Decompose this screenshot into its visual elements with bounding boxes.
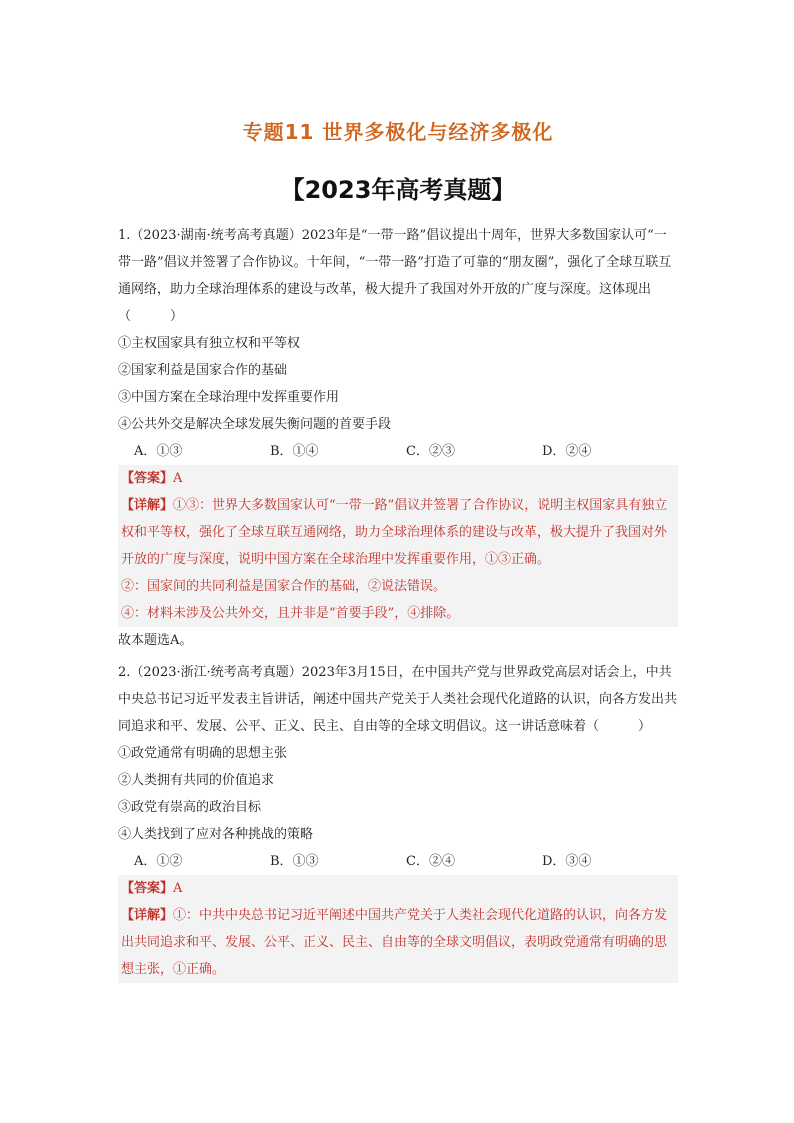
choice-row: [118, 438, 678, 465]
detail-line: [121, 492, 675, 573]
detail-text: ①③：世界大多数国家认可“一带一路”倡议并签署了合作协议，说明主权国家具有独立权和平等权，强化了全球互联互通网络，助力全球治理体系的建设与改革，极大提升了我国对外开放的广度与深度，说明中国方案在全球治理中发挥重要作用，①③正确。: [121, 498, 668, 567]
detail-text: ①：中共中央总书记习近平阐述中国共产党关于人类社会现代化道路的认识，向各方发出共同追求和平、发展、公平、正义、民主、自由等的全球文明倡议，表明政党通常有明确的思想主张，①正确。: [121, 908, 668, 977]
choice-d: D．③④: [542, 854, 592, 869]
option-item: ①主权国家具有独立权和平等权: [118, 336, 301, 351]
option-item: ②人类拥有共同的价值追求: [118, 773, 275, 788]
answer-label: 【答案】: [121, 881, 174, 896]
detail-line: [121, 902, 675, 983]
question-stem: 2.（2023·浙江·统考高考真题）2023年3月15日，在中国共产党与世界政党高层对话会上，中共中央总书记习近平发表主旨讲话，阐述中国共产党关于人类社会现代化道路的认识，向各方发出共同追求和平、发展、公平、正义、民主、自由等的全球文明倡议。这一讲话意味着（ ）: [118, 665, 678, 734]
choice-a: A．①②: [134, 854, 183, 869]
option-item: ①政党通常有明确的思想主张: [118, 746, 288, 761]
detail-label: 【详解】: [121, 498, 174, 513]
answer-line: [121, 465, 675, 492]
answer-box: [118, 465, 678, 627]
detail-text: ②：国家间的共同利益是国家合作的基础，②说法错误。: [121, 579, 447, 594]
detail-text: ④：材料未涉及公共外交，且并非是“首要手段”，④排除。: [121, 606, 460, 621]
answer-line: [121, 875, 675, 902]
choice-b: B．①④: [270, 444, 319, 459]
answer-box: [118, 875, 678, 983]
answer-value: A: [173, 471, 183, 486]
choice-d: D．②④: [542, 444, 592, 459]
detail-label: 【详解】: [121, 908, 174, 923]
choice-row: [118, 848, 678, 875]
question-1: [118, 222, 678, 654]
choice-c: C．②③: [406, 444, 455, 459]
choice-c: C．②④: [406, 854, 455, 869]
option-item: ④公共外交是解决全球发展失衡问题的首要手段: [118, 417, 392, 432]
answer-value: A: [173, 881, 183, 896]
question-2: [118, 659, 678, 983]
conclusion-text: 故本题选A。: [118, 633, 193, 648]
section-heading: 【2023年高考真题】: [280, 176, 516, 204]
choice-a: A．①③: [134, 444, 183, 459]
question-stem: 1.（2023·湖南·统考高考真题）2023年是“一带一路”倡议提出十周年，世界大多数国家认可“一带一路”倡议并签署了合作协议。十年间，“一带一路”打造了可靠的“朋友圈”，强化了全球互联互通网络，助力全球治理体系的建设与改革，极大提升了我国对外开放的广度与深度。这体现出（ ）: [118, 228, 672, 324]
option-item: ④人类找到了应对各种挑战的策略: [118, 827, 314, 842]
option-item: ③政党有崇高的政治目标: [118, 800, 262, 815]
answer-label: 【答案】: [121, 471, 174, 486]
option-item: ③中国方案在全球治理中发挥重要作用: [118, 390, 340, 405]
choice-b: B．①③: [270, 854, 319, 869]
option-item: ②国家利益是国家合作的基础: [118, 363, 288, 378]
document-title: 专题11 世界多极化与经济多极化: [242, 120, 554, 144]
